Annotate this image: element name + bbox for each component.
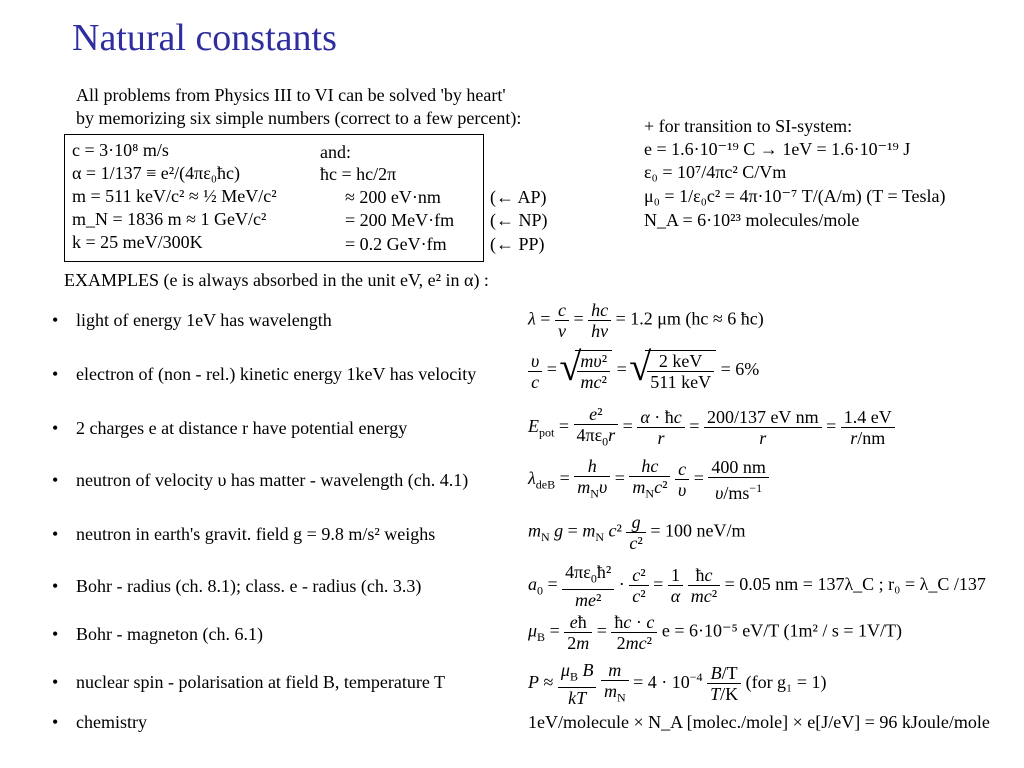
page-title: Natural constants bbox=[72, 17, 337, 59]
formula-bohr-radius: $a_0$ = $\frac{4\pi\varepsilon_0ħ^2}{\text{me²}}$ · $\frac{\text{c²}}{\text{c²}}$ = $\frac{1}{\alpha}$ $\frac{ħc}{\text{mc²}}$ = 0.05 nm = 137λ_C ; r₀ = λ_C /137 bbox=[528, 562, 986, 610]
bullet-icon: • bbox=[52, 364, 59, 384]
intro-text bbox=[76, 84, 521, 130]
const-alpha: α = 1/137 ≡ e²/(4πε₀ħc) bbox=[72, 163, 241, 183]
si-eps: ε₀ = 10⁷/4πc² C/Vm bbox=[644, 162, 787, 182]
np-label: (← NP) bbox=[490, 210, 548, 230]
formula-debroglie: $\lambda_{deB}$ = $\frac{h}{m_N\upsilon}$ = $\frac{hc}{m_Nc^2}$ $\frac{c}{\upsilon}$ = $\frac{400 nm}{\upsilon/ms^{-1}}$ bbox=[528, 456, 769, 504]
examples-heading: EXAMPLES (e is always absorbed in the unit eV, e² in α) : bbox=[64, 270, 489, 290]
bullet-icon: • bbox=[52, 712, 59, 732]
si-mu: μ₀ = 1/ε₀c² = 4π·10⁻⁷ T/(A/m) (T = Tesla) bbox=[644, 186, 946, 206]
formula-velocity: $\frac{\upsilon}{c}$ = √ $\frac{\text{mυ²}}{\text{mc²}}$ = √ $\frac{\text{2 keV}}{\text{511 keV}}$ = 6% bbox=[528, 350, 759, 392]
const-m: m = 511 keV/c² ≈ ½ MeV/c² bbox=[72, 186, 277, 206]
example-item-1: • light of energy 1eV has wavelength bbox=[52, 310, 332, 330]
example-item-9: • chemistry bbox=[52, 712, 147, 732]
formula-magneton: $\mu_B$ = $\frac{eħ}{2m}$ = $\frac{ħc \cdot c}{\text{2mc²}}$ e = 6·10⁻⁵ eV/T (1m² / s = 1V/T) bbox=[528, 612, 902, 653]
bullet-icon: • bbox=[52, 310, 59, 330]
formula-wavelength: λ = $\frac{c}{\nu}$ = $\frac{hc}{h\nu}$ = 1.2 μm (hc ≈ 6 ħc) bbox=[528, 300, 764, 341]
pp-label: (← PP) bbox=[490, 234, 545, 254]
hbar-ap: ≈ 200 eV·nm bbox=[345, 187, 441, 207]
const-hbar: ħc = hc/2π bbox=[320, 164, 397, 184]
ap-label: (← AP) bbox=[490, 187, 547, 207]
const-c: c = 3·10⁸ m/s bbox=[72, 140, 169, 160]
si-NA: N_A = 6·10²³ molecules/mole bbox=[644, 210, 860, 230]
formula-gravity: $m_N$ $g = m_N$ c² $\frac{g}{\text{c²}}$ = 100 neV/m bbox=[528, 512, 746, 553]
bullet-icon: • bbox=[52, 470, 59, 490]
const-k: k = 25 meV/300K bbox=[72, 232, 203, 252]
formula-polarisation: P ≈ $\frac{\mu_B B}{kT}$ $\frac{m}{m_N}$ = $4 \cdot 10^{-4}$ $\frac{B/T}{T/K}$ (for g₁ = 1) bbox=[528, 660, 827, 708]
hbar-pp: = 0.2 GeV·fm bbox=[345, 234, 447, 254]
example-item-2: • electron of (non - rel.) kinetic energy 1keV has velocity bbox=[52, 364, 477, 384]
bullet-icon: • bbox=[52, 418, 59, 438]
si-heading: + for transition to SI-system: bbox=[644, 116, 853, 136]
formula-potential: $E_{pot}$ = $\frac{\text{e²}}{4\pi\varepsilon_0r}$ = $\frac{\alpha \cdot ħc}{r}$ = $\frac{\text{200/137 eV nm}}{r}$ = $\frac{1.4 eV}{r/nm}$ bbox=[528, 404, 895, 452]
example-item-7: • Bohr - magneton (ch. 6.1) bbox=[52, 624, 263, 644]
hbar-np: = 200 MeV·fm bbox=[345, 210, 455, 230]
bullet-icon: • bbox=[52, 524, 59, 544]
bullet-icon: • bbox=[52, 576, 59, 596]
formula-chemistry: 1eV/molecule × N_A [molec./mole] × e[J/eV] = 96 kJoule/mole bbox=[528, 712, 990, 732]
intro-line-1: All problems from Physics III to VI can be solved 'by heart' bbox=[76, 85, 506, 105]
example-item-4: • neutron of velocity υ has matter - wavelength (ch. 4.1) bbox=[52, 470, 469, 490]
bullet-icon: • bbox=[52, 672, 59, 692]
example-item-5: • neutron in earth's gravit. field g = 9.8 m/s² weighs bbox=[52, 524, 436, 544]
si-e: e = 1.6·10⁻¹⁹ C → 1eV = 1.6·10⁻¹⁹ J bbox=[644, 139, 911, 159]
example-item-8: • nuclear spin - polarisation at field B, temperature T bbox=[52, 672, 446, 692]
const-mN: m_N = 1836 m ≈ 1 GeV/c² bbox=[72, 209, 267, 229]
and-label: and: bbox=[320, 142, 351, 162]
example-item-6: • Bohr - radius (ch. 8.1); class. e - radius (ch. 3.3) bbox=[52, 576, 422, 596]
bullet-icon: • bbox=[52, 624, 59, 644]
example-item-3: • 2 charges e at distance r have potential energy bbox=[52, 418, 408, 438]
intro-line-2: by memorizing six simple numbers (correct to a few percent): bbox=[76, 108, 522, 128]
